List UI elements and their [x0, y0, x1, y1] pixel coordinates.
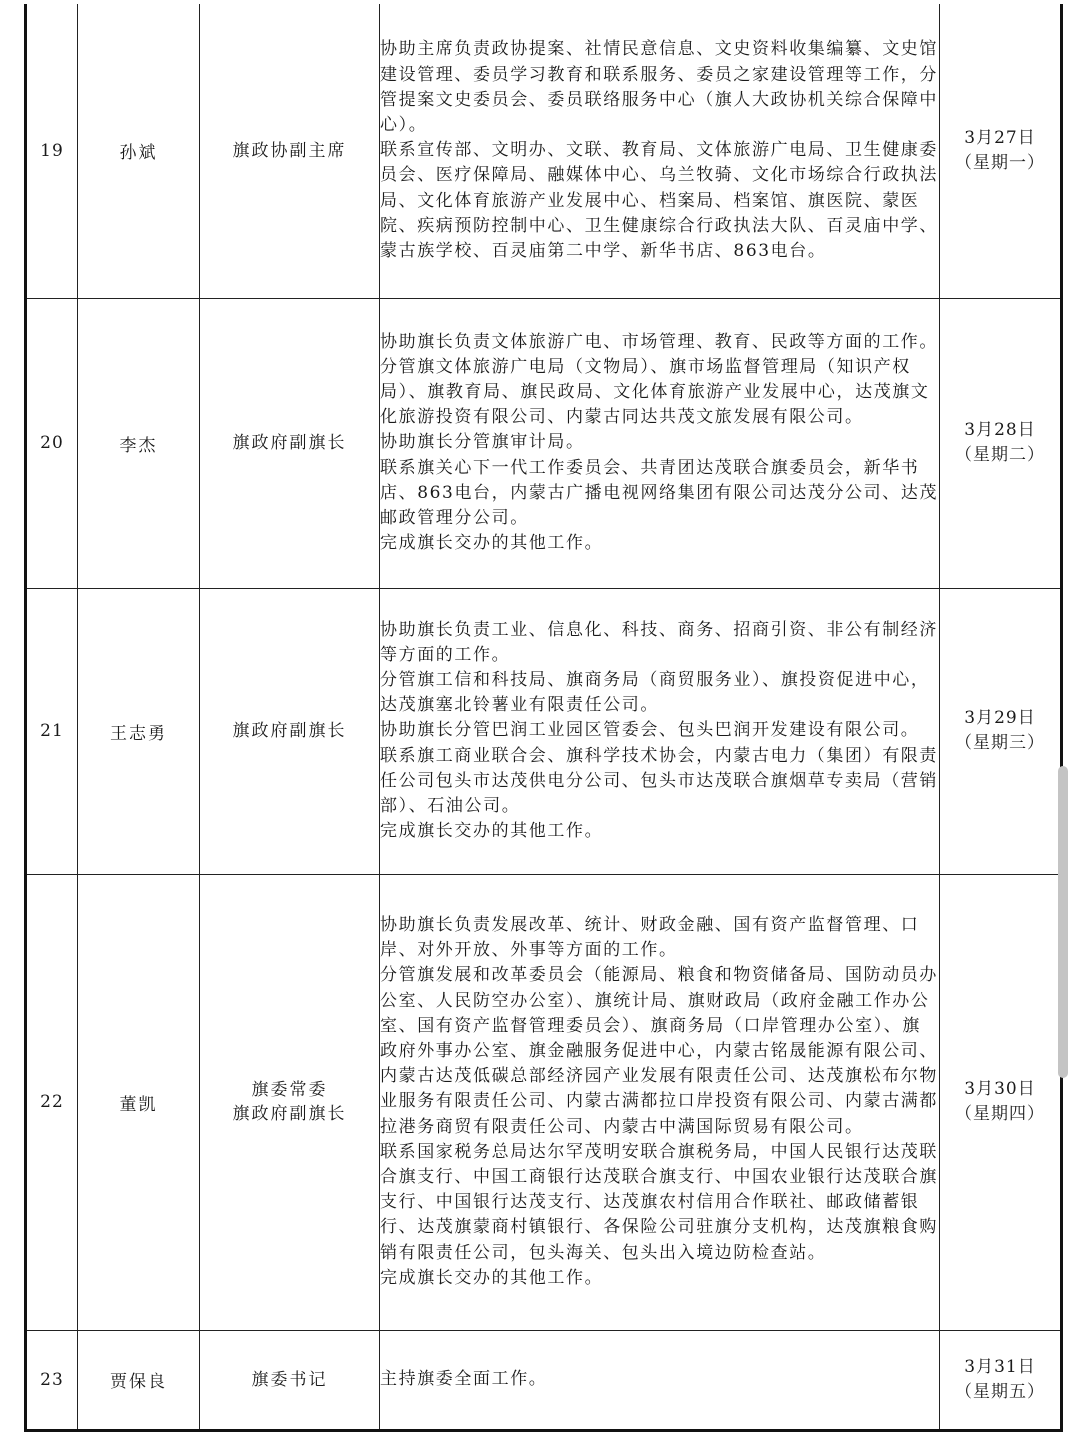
- title-line: 旗政府副旗长: [232, 721, 347, 741]
- duty-date: [940, 874, 1062, 1330]
- duty-paragraph: 联系国家税务总局达尔罕茂明安联合旗税务局，中国人民银行达茂联合旗支行、中国工商银行达茂联合旗支行、中国农业银行达茂联合旗支行、中国银行达茂支行、达茂旗农村信用合作联社、邮政储蓄银行、达茂旗蒙商村镇银行、各保险公司驻旗分支机构，达茂旗粮食购销有限责任公司，包头海关、包头出入境边防检查站。: [380, 1141, 938, 1263]
- duty-paragraph: 协助旗长负责工业、信息化、科技、商务、招商引资、非公有制经济等方面的工作。: [380, 619, 938, 665]
- duty-paragraph: 主持旗委全面工作。: [380, 1368, 548, 1389]
- row-number: 23: [26, 1330, 78, 1430]
- duty-paragraph: 完成旗长交办的其他工作。: [380, 821, 604, 842]
- date-text: 3月30日: [964, 1079, 1036, 1099]
- weekday-text: （星期三）: [955, 733, 1045, 753]
- weekday-text: （星期一）: [955, 152, 1045, 173]
- title-line: 旗委常委: [251, 1080, 328, 1100]
- duty-paragraph: 联系旗工商业联合会、旗科学技术协会，内蒙古电力（集团）有限责任公司包头市达茂供电分公司、包头市达茂联合旗烟草专卖局（营销部）、石油公司。: [380, 745, 938, 816]
- duty-paragraph: 协助旗长分管巴润工业园区管委会、包头巴润开发建设有限公司。: [380, 720, 920, 741]
- duty-paragraph: 分管旗发展和改革委员会（能源局、粮食和物资储备局、国防动员办公室、人民防空办公室）、旗统计局、旗财政局（政府金融工作办公室、国有资产监督管理委员会）、旗商务局（口岸管理办公室）、旗政府外事办公室、旗金融服务促进中心，内蒙古铭晟能源有限公司、内蒙古达茂低碳总部经济园产业发展有限责任公司、达茂旗松布尔物业服务有限责任公司、内蒙古满都拉口岸投资有限公司、内蒙古满都拉港务商贸有限责任公司、内蒙古中满国际贸易有限公司。: [380, 965, 938, 1137]
- duty-table: [24, 4, 1063, 1432]
- duty-date: [940, 4, 1062, 298]
- duty-date: [940, 298, 1062, 588]
- date-text: 3月27日: [964, 127, 1036, 148]
- table-row: [26, 298, 1062, 588]
- row-number: 19: [26, 4, 78, 298]
- position-title: [200, 874, 380, 1330]
- person-name: 李杰: [78, 298, 200, 588]
- person-name: 董凯: [78, 874, 200, 1330]
- duties-cell: [380, 588, 940, 874]
- title-line: 旗委书记: [251, 1369, 328, 1390]
- duties-cell: [380, 874, 940, 1330]
- weekday-text: （星期五）: [955, 1381, 1045, 1402]
- date-text: 3月29日: [964, 708, 1036, 728]
- duties-cell: [380, 4, 940, 298]
- duties-cell: [380, 1330, 940, 1430]
- table-row: [26, 4, 1062, 298]
- table-row: [26, 874, 1062, 1330]
- duty-paragraph: 协助主席负责政协提案、社情民意信息、文史资料收集编纂、文史馆建设管理、委员学习教育和联系服务、委员之家建设管理等工作，分管提案文史委员会、委员联络服务中心（旗人大政协机关综合保障中心）。: [380, 39, 938, 135]
- duty-paragraph: 完成旗长交办的其他工作。: [380, 533, 604, 554]
- duty-date: [940, 1330, 1062, 1430]
- duty-paragraph: 完成旗长交办的其他工作。: [380, 1267, 604, 1288]
- table-row: [26, 588, 1062, 874]
- duty-paragraph: 联系宣传部、文明办、文联、教育局、文体旅游广电局、卫生健康委员会、医疗保障局、融媒体中心、乌兰牧骑、文化市场综合行政执法局、文化体育旅游产业发展中心、档案局、档案馆、旗医院、蒙医院、疾病预防控制中心、卫生健康综合行政执法大队、百灵庙中学、蒙古族学校、百灵庙第二中学、新华书店、863电台。: [380, 140, 938, 261]
- row-number: 20: [26, 298, 78, 588]
- duty-paragraph: 协助旗长负责文体旅游广电、市场管理、教育、民政等方面的工作。: [380, 331, 938, 352]
- title-line: 旗政府副旗长: [232, 1104, 347, 1124]
- date-text: 3月28日: [964, 420, 1036, 440]
- duty-paragraph: 协助旗长负责发展改革、统计、财政金融、国有资产监督管理、口岸、对外开放、外事等方面的工作。: [380, 914, 920, 961]
- date-text: 3月31日: [964, 1356, 1036, 1377]
- person-name: 贾保良: [78, 1330, 200, 1430]
- title-line: 旗政协副主席: [232, 140, 347, 161]
- duty-paragraph: 分管旗文体旅游广电局（文物局）、旗市场监督管理局（知识产权局）、旗教育局、旗民政局、文化体育旅游产业发展中心，达茂旗文化旅游投资有限公司、内蒙古同达共茂文旅发展有限公司。: [380, 356, 930, 428]
- table-row: [26, 1330, 1062, 1430]
- position-title: [200, 1330, 380, 1430]
- duties-cell: [380, 298, 940, 588]
- vertical-scrollbar-thumb[interactable]: [1058, 766, 1068, 1078]
- duty-date: [940, 588, 1062, 874]
- duty-paragraph: 分管旗工信和科技局、旗商务局（商贸服务业）、旗投资促进中心，达茂旗塞北铃薯业有限责任公司。: [380, 669, 930, 716]
- person-name: 孙斌: [78, 4, 200, 298]
- position-title: [200, 588, 380, 874]
- row-number: 22: [26, 874, 78, 1330]
- position-title: [200, 4, 380, 298]
- weekday-text: （星期二）: [955, 445, 1045, 465]
- row-number: 21: [26, 588, 78, 874]
- duty-paragraph: 联系旗关心下一代工作委员会、共青团达茂联合旗委员会，新华书店、863电台，内蒙古广播电视网络集团有限公司达茂分公司、达茂邮政管理分公司。: [380, 457, 939, 528]
- person-name: 王志勇: [78, 588, 200, 874]
- weekday-text: （星期四）: [955, 1104, 1045, 1124]
- duty-schedule: [24, 4, 1060, 1432]
- duty-paragraph: 协助旗长分管旗审计局。: [380, 432, 585, 453]
- position-title: [200, 298, 380, 588]
- title-line: 旗政府副旗长: [232, 433, 347, 453]
